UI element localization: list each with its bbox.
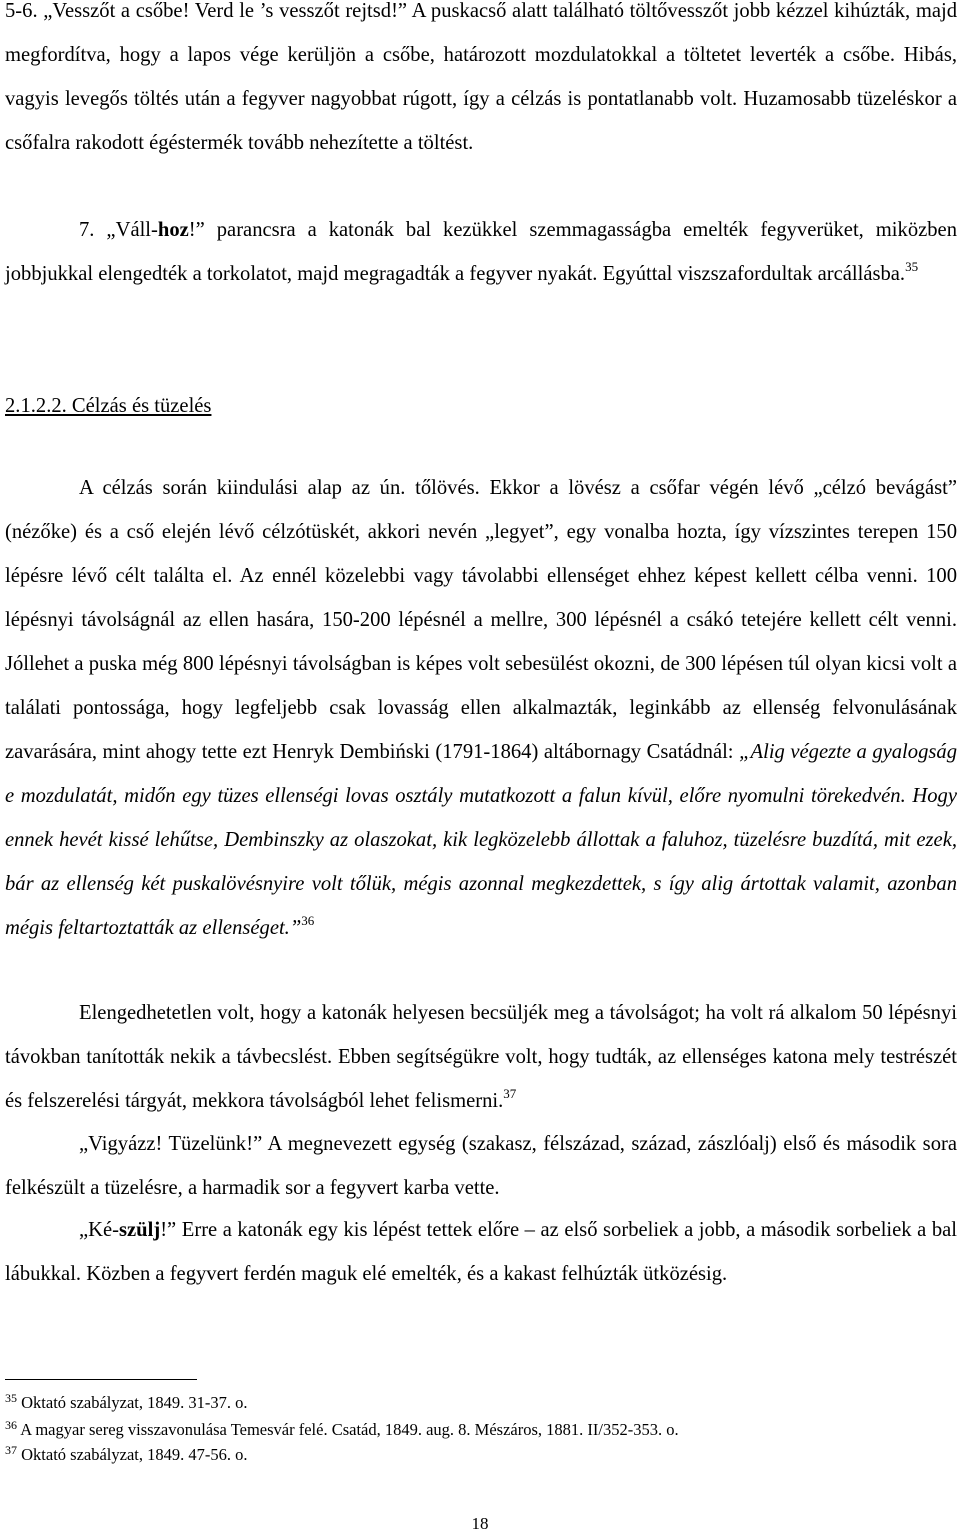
paragraph-text: !” parancsra a katonák bal kezükkel szemmagasságba emelték fegyverüket, miközben jobbjukkal elengedték a torkolatot, majd megragadták a fegyver nyakát. Egyúttal viszszafordultak arcállásba. [5,219,957,285]
paragraph-text: 5-6. „Vesszőt a csőbe! Verd le ’s vesszőt rejtsd!” A puskacső alatt található töltővesszőt jobb kézzel kihúzták, majd megfordítva, hogy a lapos vége kerüljön a csőbe, határozott mozdulatokkal a töltetet leverték a csőbe. Hibás, vagyis levegős töltés után a fegyver nagyobbat rúgott, így a célzás is pontatlanabb volt. Huzamosabb tüzeléskor a csőfalra rakodott égéstermék tovább nehezítette a töltést. [5,0,957,154]
footnote-text: A magyar sereg visszavonulása Temesvár felé. Csatád, 1849. aug. 8. Mészáros, 1881. II/352-353. o. [20,1420,679,1439]
command-bold: szülj [119,1219,161,1241]
paragraph-shoulder-arms [5,208,957,296]
command-prefix: 7. „Váll- [79,219,158,241]
paragraph-text: !” Erre a katonák egy kis lépést tettek előre – az első sorbeliek a jobb, a második sorbeliek a bal lábukkal. Közben a fegyvert ferdén maguk elé emelték, és a kakast felhúzták ütközésig. [5,1219,957,1285]
footnote-number: 35 [5,1391,17,1405]
footnote-divider [5,1379,197,1380]
paragraph-attention-fire [5,1122,957,1210]
paragraph-text: „Vigyázz! Tüzelünk!” A megnevezett egység (szakasz, félszázad, század, zászlóalj) első és második sora felkészült a tüzelésre, a harmadik sor a fegyvert karba vette. [5,1133,957,1199]
paragraph-ready [5,1208,957,1296]
paragraph-distance-estimation [5,991,957,1123]
footnote-number: 37 [5,1443,17,1457]
command-prefix: „Ké- [79,1219,120,1241]
paragraph-text: Elengedhetetlen volt, hogy a katonák helyesen becsüljék meg a távolságot; ha volt rá alkalom 50 lépésnyi távokban tanították nekik a távbecslést. Ebben segítségükre volt, hogy tudták, az ellenséges katona mely testrészét és felszerelési tárgyát, mekkora távolságból lehet felismerni. [5,1002,957,1112]
footnote-number: 36 [5,1418,17,1432]
footnote [5,1445,247,1465]
footnote [5,1393,247,1413]
paragraph-text: A célzás során kiindulási alap az ún. tőlövés. Ekkor a lövész a csőfar végén lévő „célzó bevágást” (nézőke) és a cső elején lévő célzótüskét, akkori nevén „legyet”, egy vonalba hozta, így vízszintes terepen 150 lépésre lévő célt találta el. Az ennél közelebbi vagy távolabbi ellenséget ehhez képest kellett célba venni. 100 lépésnyi távolságnál az ellen hasára, 150-200 lépésnél a mellre, 300 lépésnél a csákó tetejére kellett célt venni. Jóllehet a puska még 800 lépésnyi távolságban is képes volt sebesülést okozni, de 300 lépésen túl olyan kicsi volt a találati pontossága, hogy legfeljebb csak lovasság ellen alkalmazták, leginkább az ellenség felvonulásának zavarására, mint ahogy tette ezt Henryk Dembiński (1791-1864) altábornagy Csatádnál: [5,477,957,763]
footnote [5,1420,679,1440]
paragraph-loading [5,0,957,165]
command-bold: hoz [157,219,189,241]
footnote-ref[interactable]: 35 [905,259,919,274]
paragraph-aiming [5,466,957,950]
footnote-text: Oktató szabályzat, 1849. 47-56. o. [21,1445,248,1464]
footnote-ref[interactable]: 36 [301,913,315,928]
footnote-ref[interactable]: 37 [503,1086,517,1101]
footnote-text: Oktató szabályzat, 1849. 31-37. o. [21,1393,248,1412]
page-number: 18 [471,1514,489,1533]
section-heading: 2.1.2.2. Célzás és tüzelés [5,395,212,417]
historical-quote: „Alig végezte a gyalogság e mozdulatát, midőn egy tüzes ellenségi lovas osztály mutatkozott a falun kívül, előre nyomulni törekedvén. Hogy ennek hevét kissé lehűtse, Dembinszky az olaszokat, kik legközelebb állottak a faluhoz, tüzelésre buzdítá, mit ezek, bár az ellenség két puskalövésnyire volt tőlük, mégis azonnal megkezdettek, s így alig ártottak valamit, azonban mégis feltartoztatták az ellenséget.” [5,741,957,939]
